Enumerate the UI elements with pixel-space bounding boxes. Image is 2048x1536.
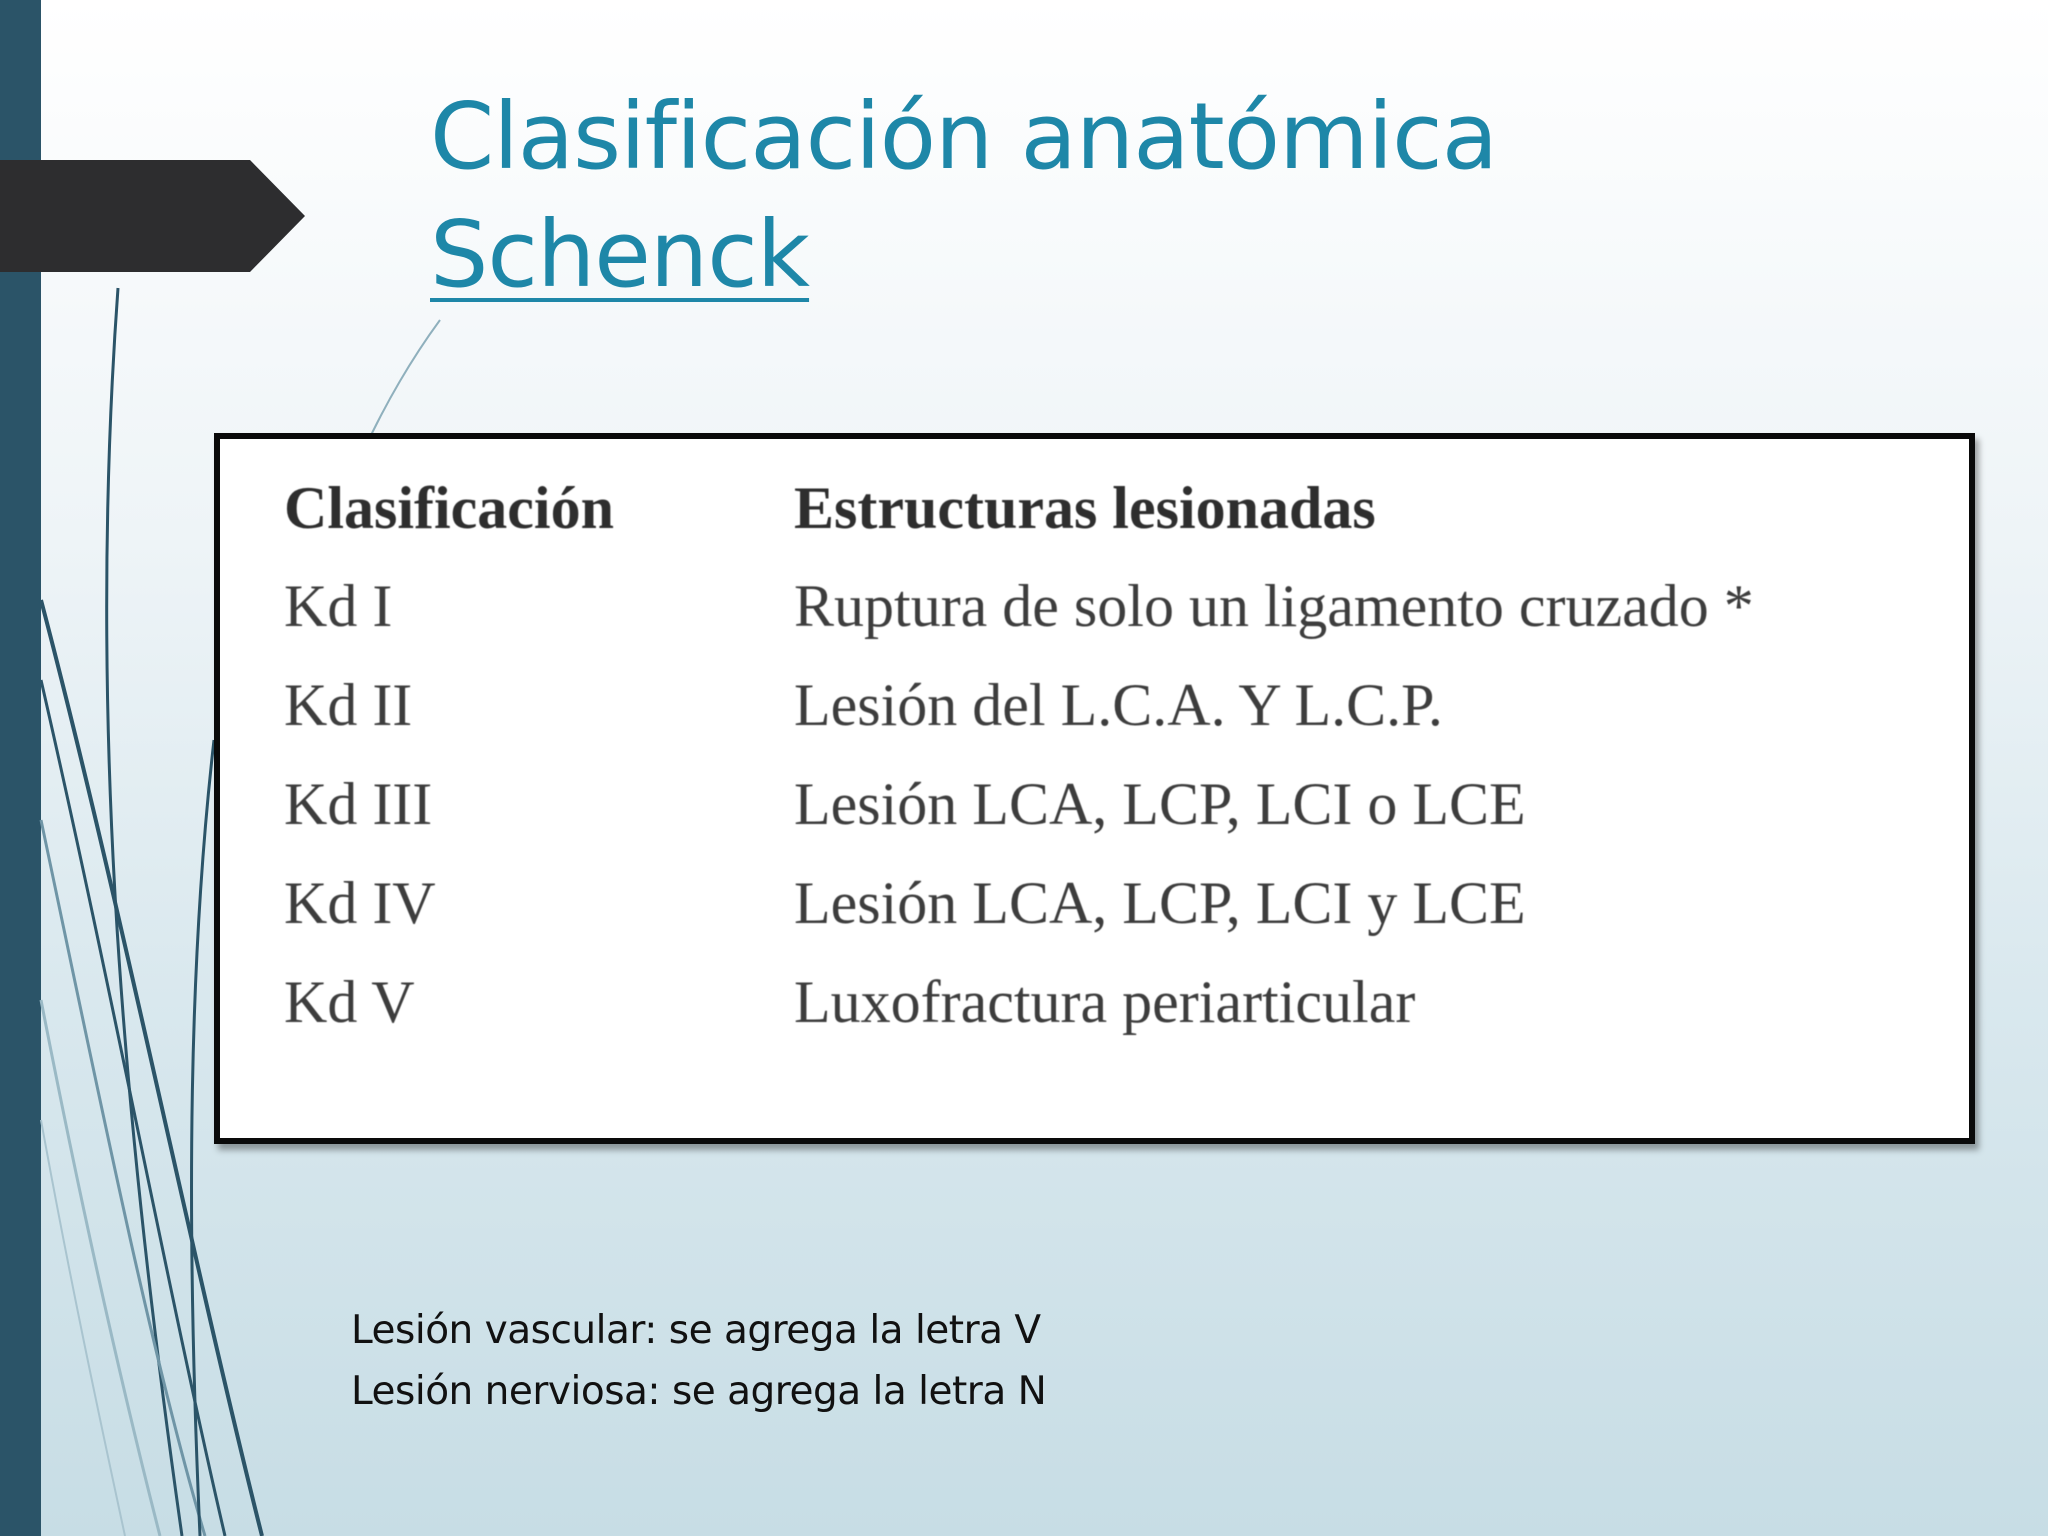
table-row (284, 755, 1754, 854)
row-class: Kd III (284, 771, 433, 837)
title-line-1: Clasificación anatómica (430, 83, 1498, 190)
header-classification: Clasificación (284, 475, 614, 541)
table-row (284, 953, 1754, 1052)
row-class: Kd II (284, 672, 413, 738)
row-structures: Lesión LCA, LCP, LCI o LCE (794, 771, 1526, 837)
row-class: Kd I (284, 573, 393, 639)
note-nerve: Lesión nerviosa: se agrega la letra N (351, 1369, 1047, 1414)
classification-table-image (214, 433, 1975, 1144)
header-structures: Estructuras lesionadas (794, 475, 1376, 541)
pentagon-arrow-tab (0, 160, 305, 272)
injury-notes (351, 1300, 1046, 1422)
table-row (284, 854, 1754, 953)
title-line-2: Schenck (430, 201, 810, 308)
row-structures: Lesión del L.C.A. Y L.C.P. (794, 672, 1443, 738)
slide-title (430, 78, 1497, 314)
row-class: Kd V (284, 969, 415, 1035)
row-class: Kd IV (284, 870, 436, 936)
classification-table (284, 459, 1754, 1052)
table-header-row (284, 459, 1754, 557)
row-structures: Lesión LCA, LCP, LCI y LCE (794, 870, 1526, 936)
table-row (284, 557, 1754, 656)
note-vascular: Lesión vascular: se agrega la letra V (351, 1308, 1041, 1353)
row-structures: Luxofractura periarticular (794, 969, 1416, 1035)
row-structures: Ruptura de solo un ligamento cruzado * (794, 573, 1754, 639)
table-row (284, 656, 1754, 755)
